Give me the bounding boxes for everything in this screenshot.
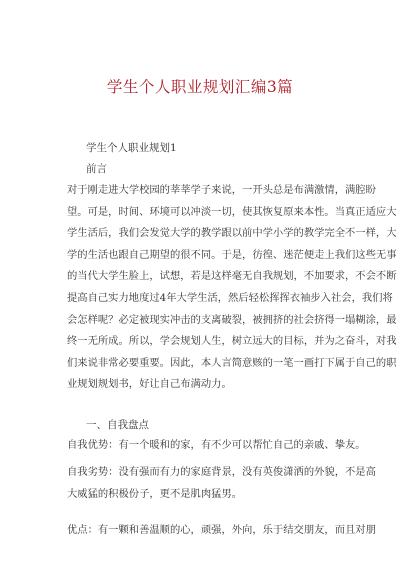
paragraph-line: 大威猛的积极份子，更不是肌肉猛男。 (67, 487, 243, 500)
paragraph-line: 提高自己实力地度过4年大学生活，然后轻松挥挥衣袖步入社会，我们将 (67, 291, 393, 304)
paragraph-line: 终一无所成。所以，学会规划人生，树立远大的目标，并为之奋斗，对我 (67, 335, 397, 348)
self-advantage-paragraph (67, 435, 366, 457)
paragraph-line: 自我优势：有一个暖和的家，有不少可以帮忙自己的亲戚、挚友。 (67, 439, 366, 451)
paragraph-line: 会怎样呢？必定被现实冲击的支离破裂，被拥挤的社会挤得一塌糊涂，最 (67, 313, 397, 326)
paragraph-line: 优点：有一颗和善温顺的心，顽强，外向，乐于结交朋友，而且对朋 (67, 524, 376, 536)
strengths-paragraph (67, 520, 376, 542)
paragraph-line: 自我劣势：没有强而有力的家庭背景，没有英俊潇洒的外貌，不是高 (67, 466, 376, 478)
paragraph-line: 的当代大学生脸上，试想，若是这样毫无自我规划，不加要求，不会不断 (67, 270, 397, 283)
intro-paragraph (67, 180, 397, 396)
paragraph-line: 业规划规划书，好让自己布满动力。 (67, 378, 232, 391)
paragraph-line: 对于刚走进大学校园的莘莘学子来说，一开头总是布满激情，满腔盼 (67, 184, 376, 196)
paragraph-line: 们来说非常必要重要。因此，本人言简意赅的一笔一画打下属于自己的职 (67, 356, 397, 369)
paragraph-line: 望。可是，时间、环境可以冲淡一切，使其恢复原来本性。当真正适应大 (67, 205, 397, 218)
section-heading-self-assessment: 一、自我盘点 (86, 419, 149, 431)
document-subtitle: 学生个人职业规划1 (86, 142, 177, 154)
paragraph-line: 学生活后，我们会发觉大学的教学跟以前中学小学的教学完全不一样，大 (67, 227, 397, 240)
self-disadvantage-paragraph (67, 462, 376, 505)
document-title: 学生个人职业规划汇编3篇 (106, 78, 294, 96)
section-label-preface: 前言 (86, 163, 107, 175)
paragraph-line: 学的生活也跟自己期望的很不同。于是，彷徨、迷茫便走上我们这些无事 (67, 248, 397, 261)
